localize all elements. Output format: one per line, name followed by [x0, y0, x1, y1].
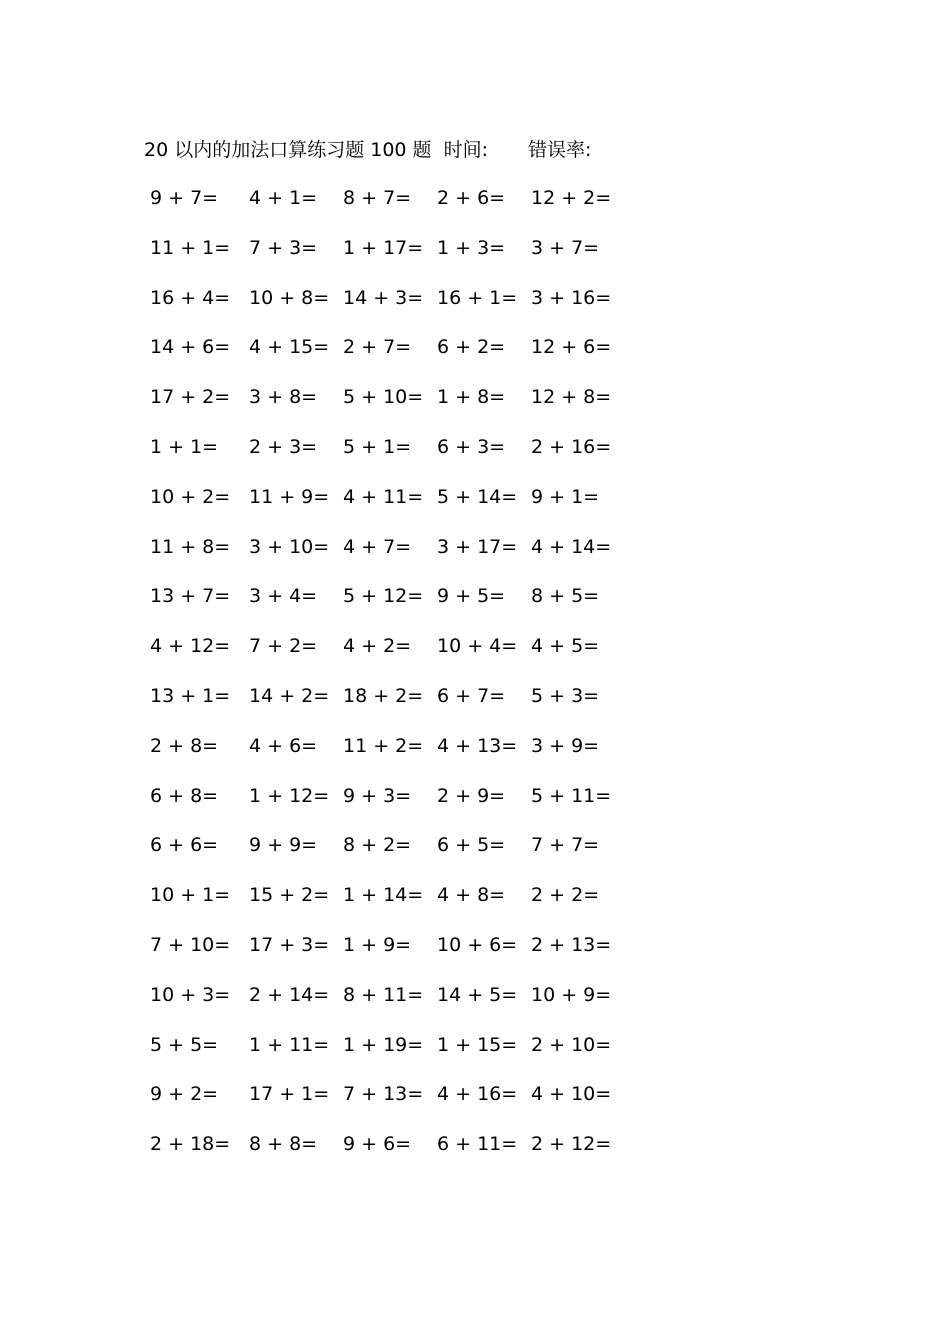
problem-item: 2 + 6=: [437, 187, 506, 209]
problem-item: 10 + 4=: [437, 635, 518, 658]
problem-item: 14 + 3=: [343, 286, 424, 309]
problem-item: 5 + 5=: [150, 1033, 219, 1056]
problem-item: 2 + 14=: [249, 983, 330, 1006]
problem-item: 3 + 9=: [531, 734, 600, 757]
problem-row: [150, 532, 630, 582]
problem-item: 6 + 8=: [150, 784, 219, 807]
problem-row: [150, 1079, 630, 1129]
problem-item: 17 + 2=: [150, 386, 231, 409]
problem-item: 1 + 15=: [437, 1033, 518, 1056]
problem-item: 17 + 1=: [249, 1083, 330, 1106]
problem-item: 12 + 6=: [531, 336, 612, 359]
problem-item: 7 + 3=: [249, 236, 318, 259]
problem-item: 6 + 5=: [437, 834, 506, 857]
problem-item: 6 + 7=: [437, 684, 506, 707]
problem-item: 9 + 2=: [150, 1083, 219, 1106]
problem-item: 13 + 1=: [150, 684, 231, 707]
problem-item: 5 + 14=: [437, 485, 518, 508]
problem-row: [150, 432, 630, 482]
problem-item: 5 + 10=: [343, 386, 424, 409]
problem-item: 3 + 8=: [249, 386, 318, 409]
problem-item: 17 + 3=: [249, 933, 330, 956]
problem-item: 7 + 13=: [343, 1083, 424, 1106]
problem-item: 11 + 2=: [343, 734, 424, 757]
problem-row: [150, 731, 630, 781]
problem-item: 7 + 7=: [531, 834, 600, 857]
problem-item: 4 + 8=: [437, 884, 506, 907]
problem-item: 6 + 11=: [437, 1133, 518, 1156]
problem-row: [150, 781, 630, 831]
problem-item: 11 + 1=: [150, 236, 231, 259]
problem-item: 10 + 3=: [150, 983, 231, 1006]
problem-item: 9 + 6=: [343, 1133, 412, 1156]
problem-item: 10 + 1=: [150, 884, 231, 907]
problem-row: [150, 1129, 630, 1179]
problem-row: [150, 581, 630, 631]
problem-item: 18 + 2=: [343, 684, 424, 707]
problem-item: 2 + 7=: [343, 336, 412, 359]
problem-item: 4 + 7=: [343, 535, 412, 558]
problem-row: [150, 482, 630, 532]
problem-item: 4 + 11=: [343, 485, 424, 508]
problem-item: 2 + 2=: [531, 884, 600, 907]
problem-row: [150, 631, 630, 681]
problem-item: 1 + 1=: [150, 435, 219, 458]
problem-item: 2 + 13=: [531, 933, 612, 956]
problem-item: 8 + 11=: [343, 983, 424, 1006]
problem-item: 4 + 5=: [531, 635, 600, 658]
problem-item: 1 + 8=: [437, 386, 506, 409]
problem-item: 11 + 8=: [150, 535, 231, 558]
problem-item: 2 + 16=: [531, 435, 612, 458]
problem-item: 10 + 8=: [249, 286, 330, 309]
problem-row: [150, 382, 630, 432]
worksheet-header: [144, 137, 591, 163]
problem-item: 3 + 4=: [249, 585, 318, 608]
problem-row: [150, 183, 630, 233]
problem-row: [150, 283, 630, 333]
problem-item: 5 + 11=: [531, 784, 612, 807]
problem-item: 1 + 12=: [249, 784, 330, 807]
problem-item: 9 + 9=: [249, 834, 318, 857]
problem-item: 14 + 5=: [437, 983, 518, 1006]
problem-item: 9 + 1=: [531, 485, 600, 508]
problem-item: 1 + 11=: [249, 1033, 330, 1056]
time-label: 时间:: [443, 139, 488, 161]
problem-item: 1 + 3=: [437, 236, 506, 259]
problem-item: 5 + 12=: [343, 585, 424, 608]
problem-item: 8 + 5=: [531, 585, 600, 608]
problem-item: 2 + 9=: [437, 784, 506, 807]
problem-item: 3 + 17=: [437, 535, 518, 558]
problem-item: 12 + 8=: [531, 386, 612, 409]
error-rate-label: 错误率:: [527, 139, 592, 161]
problem-item: 5 + 1=: [343, 435, 412, 458]
problem-item: 4 + 12=: [150, 635, 231, 658]
problem-row: [150, 332, 630, 382]
problem-item: 6 + 2=: [437, 336, 506, 359]
problem-item: 10 + 2=: [150, 485, 231, 508]
problem-item: 4 + 1=: [249, 187, 318, 209]
problem-item: 5 + 3=: [531, 684, 600, 707]
problem-item: 2 + 10=: [531, 1033, 612, 1056]
problem-item: 1 + 9=: [343, 933, 412, 956]
problem-item: 8 + 8=: [249, 1133, 318, 1156]
problem-item: 16 + 1=: [437, 286, 518, 309]
problem-row: [150, 880, 630, 930]
problem-item: 10 + 9=: [531, 983, 612, 1006]
problem-item: 4 + 6=: [249, 734, 318, 757]
problem-item: 2 + 3=: [249, 435, 318, 458]
problem-row: [150, 930, 630, 980]
problem-item: 6 + 6=: [150, 834, 219, 857]
problem-row: [150, 233, 630, 283]
problem-item: 14 + 6=: [150, 336, 231, 359]
problem-row: [150, 830, 630, 880]
problem-item: 2 + 18=: [150, 1133, 231, 1156]
problem-item: 15 + 2=: [249, 884, 330, 907]
problem-item: 9 + 7=: [150, 187, 219, 209]
problem-item: 1 + 17=: [343, 236, 424, 259]
problem-item: 4 + 16=: [437, 1083, 518, 1106]
problem-item: 7 + 10=: [150, 933, 231, 956]
problem-item: 1 + 19=: [343, 1033, 424, 1056]
problem-row: [150, 980, 630, 1030]
problem-item: 4 + 2=: [343, 635, 412, 658]
problem-item: 16 + 4=: [150, 286, 231, 309]
worksheet-title: 20 以内的加法口算练习题 100 题: [144, 139, 432, 161]
problem-item: 14 + 2=: [249, 684, 330, 707]
problem-item: 1 + 14=: [343, 884, 424, 907]
problem-item: 2 + 12=: [531, 1133, 612, 1156]
problem-item: 13 + 7=: [150, 585, 231, 608]
problem-item: 3 + 7=: [531, 236, 600, 259]
problem-item: 9 + 5=: [437, 585, 506, 608]
problem-row: [150, 1030, 630, 1080]
problem-item: 3 + 10=: [249, 535, 330, 558]
problem-item: 10 + 6=: [437, 933, 518, 956]
problem-item: 9 + 3=: [343, 784, 412, 807]
problem-item: 11 + 9=: [249, 485, 330, 508]
problem-grid: [150, 183, 630, 1179]
problem-item: 4 + 10=: [531, 1083, 612, 1106]
problem-item: 4 + 13=: [437, 734, 518, 757]
problem-item: 4 + 15=: [249, 336, 330, 359]
problem-item: 8 + 2=: [343, 834, 412, 857]
problem-item: 3 + 16=: [531, 286, 612, 309]
problem-row: [150, 681, 630, 731]
problem-item: 7 + 2=: [249, 635, 318, 658]
problem-item: 6 + 3=: [437, 435, 506, 458]
problem-item: 4 + 14=: [531, 535, 612, 558]
problem-item: 12 + 2=: [531, 187, 612, 209]
problem-item: 2 + 8=: [150, 734, 219, 757]
problem-item: 8 + 7=: [343, 187, 412, 209]
